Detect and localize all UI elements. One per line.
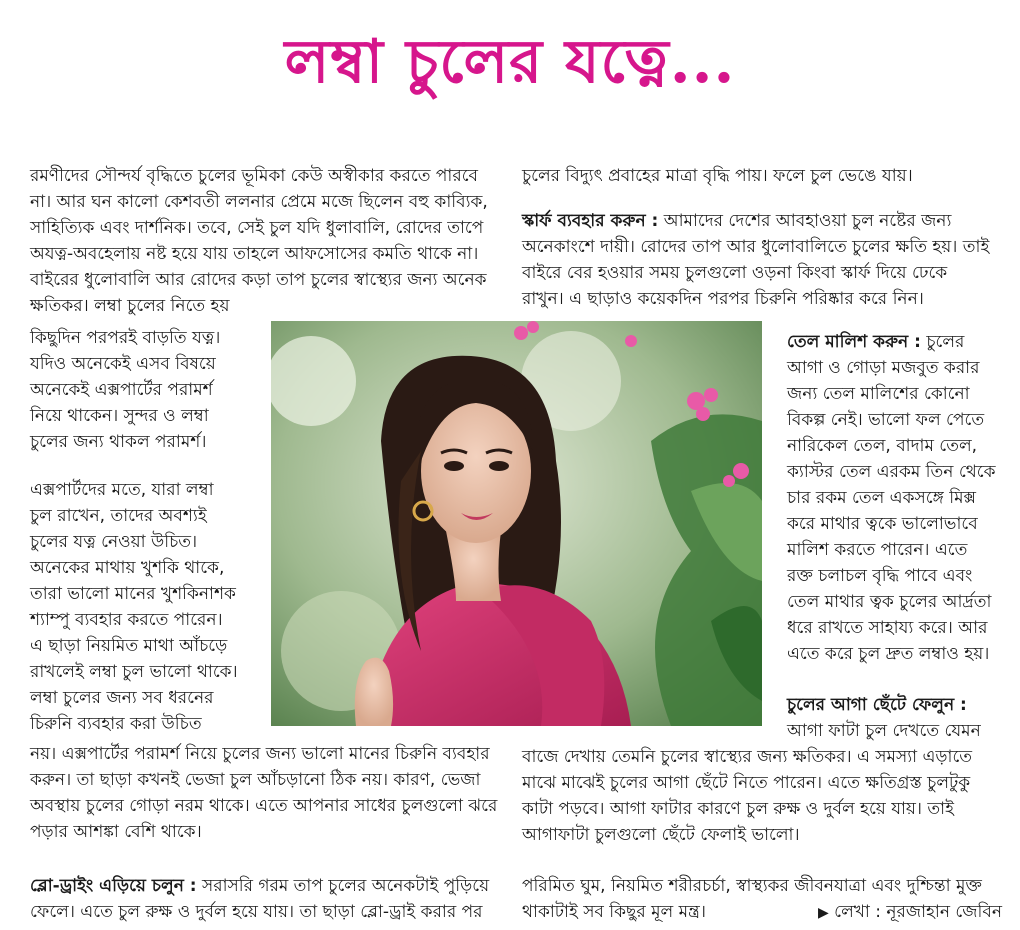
text-line: আগা ফাটা চুল দেখতে যেমন	[787, 721, 981, 741]
text-run: থাকাটাই সব কিছুর মূল মন্ত্র।	[522, 902, 706, 922]
text-line	[522, 208, 997, 234]
trim-heading: চুলের আগা ছেঁটে ফেলুন :	[787, 695, 967, 715]
text-line: যদিও অনেকেই এসব বিষয়ে	[30, 354, 216, 374]
text-line: করুন। তা ছাড়া কখনই ভেজা চুল আঁচড়ানো ঠিক নয়। কারণ, ভেজা	[30, 770, 481, 790]
text-line: পরিমিত ঘুম, নিয়মিত শরীরচর্চা, স্বাস্থ্যকর জীবনযাত্রা এবং দুশ্চিন্তা মুক্ত	[522, 876, 982, 896]
text-line	[522, 899, 1002, 925]
text-line: আগা ও গোড়া মজবুত করার	[787, 358, 980, 378]
text-line: চুল রাখেন, তাদের অবশ্যই	[30, 506, 207, 526]
text-line: এক্সপার্টদের মতে, যারা লম্বা	[30, 480, 214, 500]
wrap-paragraph-1	[30, 325, 270, 455]
text-run: চুলের	[920, 332, 965, 352]
text-line: মালিশ করতে পারেন। এতে	[787, 540, 968, 560]
right-top-line: চুলের বিদ্যুৎ প্রবাহের মাত্রা বৃদ্ধি পায়। ফলে চুল ভেঙে যায়।	[522, 166, 913, 186]
oil-paragraph	[787, 329, 1012, 667]
trim-paragraph	[522, 744, 1002, 848]
blowdry-paragraph	[30, 873, 510, 925]
text-line: বাইরের ধুলোবালি আর রোদের কড়া তাপ চুলের স্বাস্থ্যের জন্য অনেক	[30, 270, 487, 290]
wrap-paragraph-2	[30, 477, 270, 737]
byline-text: লেখা : নূরজাহান জেবিন	[834, 902, 1002, 922]
text-line: পড়ার আশঙ্কা বেশি থাকে।	[30, 822, 202, 842]
text-line: চিরুনি ব্যবহার করা উচিত	[30, 714, 202, 734]
text-line: বাইরে বের হওয়ার সময় চুলগুলো ওড়না কিংবা স্কার্ফ দিয়ে ঢেকে	[522, 263, 948, 283]
text-line: নয়। এক্সপার্টের পরামর্শ নিয়ে চুলের জন্য ভালো মানের চিরুনি ব্যবহার	[30, 744, 490, 764]
text-line: মাঝে মাঝেই চুলের আগা ছেঁটে নিতে পারেন। এতে ক্ষতিগ্রস্ত চুলটুকু	[522, 773, 971, 793]
text-line	[787, 692, 1012, 718]
text-line: ক্যাস্টর তেল এরকম তিন থেকে	[787, 462, 996, 482]
text-line: অবস্থায় চুলের গোড়া নরম থাকে। এতে আপনার সাধের চুলগুলো ঝরে	[30, 796, 498, 816]
play-arrow-icon: ▶	[817, 905, 829, 921]
text-line: বাজে দেখায় তেমনি চুলের স্বাস্থ্যের জন্য ক্ষতিকর। এ সমস্যা এড়াতে	[522, 747, 973, 767]
text-line: সাহিত্যিক এবং দার্শনিক। তবে, সেই চুল যদি ধুলাবালি, রোদের তাপে	[30, 218, 484, 238]
text-line: নিয়ে থাকেন। সুন্দর ও লম্বা	[30, 406, 209, 426]
article-headline: লম্বা চুলের যত্নে...	[284, 27, 736, 97]
comb-paragraph	[30, 741, 510, 845]
text-line: অনেকের মাথায় খুশকি থাকে,	[30, 558, 225, 578]
text-line: বিকল্প নেই। ভালো ফল পেতে	[787, 410, 985, 430]
text-line: রমণীদের সৌন্দর্য বৃদ্ধিতে চুলের ভূমিকা কেউ অস্বীকার করতে পারবে	[30, 166, 478, 186]
text-line: লম্বা চুলের জন্য সব ধরনের	[30, 688, 214, 708]
text-line	[30, 873, 510, 899]
scarf-heading: স্কার্ফ ব্যবহার করুন :	[522, 211, 659, 231]
text-line: অযত্ন-অবহেলায় নষ্ট হয়ে যায় তাহলে আফসোসের কমতি থাকে না।	[30, 244, 479, 264]
text-line: ধরে রাখতে সাহায্য করে। আর	[787, 618, 988, 638]
text-line: অনেকেই এক্সপার্টের পরামর্শ	[30, 380, 213, 400]
oil-heading: তেল মালিশ করুন :	[787, 332, 921, 352]
text-line: এ ছাড়া নিয়মিত মাথা আঁচড়ে	[30, 636, 228, 656]
text-line: চার রকম তেল একসঙ্গে মিক্স	[787, 488, 977, 508]
text-line: কাটা পড়বে। আগা ফাটার কারণে চুল রুক্ষ ও দুর্বল হয়ে যায়। তাই	[522, 799, 954, 819]
text-line: ক্ষতিকর। লম্বা চুলের নিতে হয়	[30, 296, 230, 316]
text-line: চুলের জন্য থাকল পরামর্শ।	[30, 432, 207, 452]
text-line: রাখলেই লম্বা চুল ভালো থাকে।	[30, 662, 238, 682]
text-run: আমাদের দেশের আবহাওয়া চুল নষ্টের জন্য	[658, 211, 952, 231]
text-line	[787, 329, 1012, 355]
blowdry-heading: ব্লো-ড্রাইং এড়িয়ে চলুন :	[30, 876, 197, 896]
scarf-paragraph	[522, 208, 997, 312]
text-line: কিছুদিন পরপরই বাড়তি যত্ন।	[30, 328, 221, 348]
article-photo	[271, 321, 762, 726]
intro-paragraph	[30, 163, 505, 319]
text-line: না। আর ঘন কালো কেশবতী ললনার প্রেমে মজে ছিলেন বহু কাব্যিক,	[30, 192, 488, 212]
woman-portrait-image	[271, 321, 762, 726]
text-line: তেল মাথার ত্বক চুলের আর্দ্রতা	[787, 592, 992, 612]
text-line: চুলের যত্ন নেওয়া উচিত।	[30, 532, 198, 552]
text-line: নারিকেল তেল, বাদাম তেল,	[787, 436, 978, 456]
text-line: তারা ভালো মানের খুশকিনাশক	[30, 584, 236, 604]
text-run: সরাসরি গরম তাপ চুলের অনেকটাই পুড়িয়ে	[196, 876, 490, 896]
text-line: অনেকাংশে দায়ী। রোদের তাপ আর ধুলোবালিতে চুলের ক্ষতি হয়। তাই	[522, 237, 990, 257]
text-line: রক্ত চলাচল বৃদ্ধি পাবে এবং	[787, 566, 973, 586]
text-line: শ্যাম্পু ব্যবহার করতে পারেন।	[30, 610, 223, 630]
closing-paragraph	[522, 873, 1002, 925]
text-line: জন্য তেল মালিশের কোনো	[787, 384, 970, 404]
text-line: এতে করে চুল দ্রুত লম্বাও হয়।	[787, 644, 990, 664]
text-line: আগাফাটা চুলগুলো ছেঁটে ফেলাই ভালো।	[522, 825, 800, 845]
text-line: করে মাথার ত্বকে ভালোভাবে	[787, 514, 978, 534]
byline	[818, 899, 1002, 926]
text-line: রাখুন। এ ছাড়াও কয়েকদিন পরপর চিরুনি পরিষ্কার করে নিন।	[522, 289, 924, 309]
trim-heading-block	[787, 692, 1012, 744]
text-line: ফেলে। এতে চুল রুক্ষ ও দুর্বল হয়ে যায়। তা ছাড়া ব্লো-ড্রাই করার পর	[30, 902, 483, 922]
